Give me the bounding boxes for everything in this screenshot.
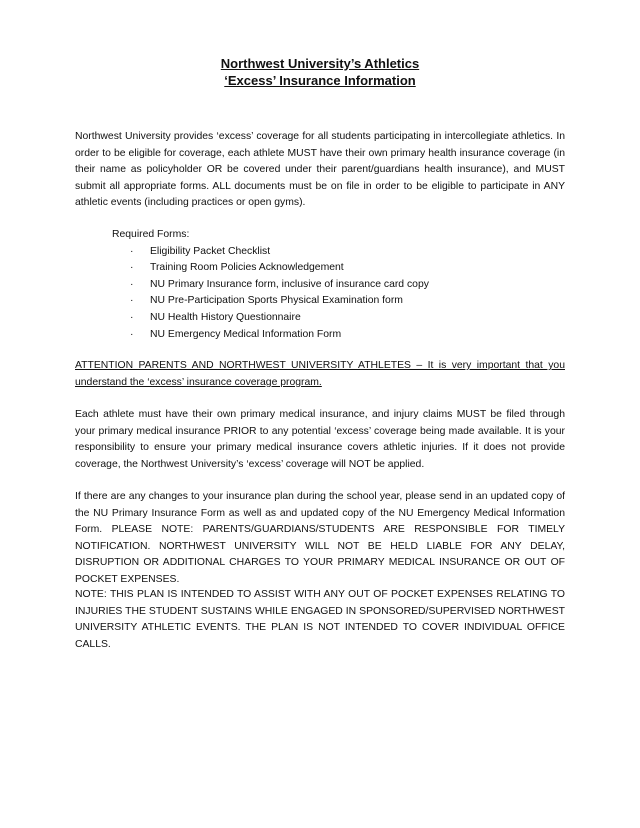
document-title [0, 55, 640, 89]
title-line-2: ‘Excess’ Insurance Information [224, 73, 416, 88]
title-line-1: Northwest University’s Athletics [220, 56, 420, 71]
note-paragraph: NOTE: THIS PLAN IS INTENDED TO ASSIST WITH ANY OUT OF POCKET EXPENSES RELATING TO INJURIES THE STUDENT SUSTAINS WHILE ENGAGED IN SPONSORED/SUPERVISED NORTHWEST UNIVERSITY ATHLETIC EVENTS. THE PLAN IS NOT INTENDED TO COVER INDIVIDUAL OFFICE CALLS. [75, 589, 565, 650]
bullet-icon: · [130, 245, 134, 257]
bullet-icon: · [130, 278, 134, 290]
list-item [112, 310, 429, 327]
bullet-icon: · [130, 295, 134, 307]
form-item-label: NU Primary Insurance form, inclusive of insurance card copy [150, 278, 429, 290]
form-item-label: NU Health History Questionnaire [150, 311, 301, 323]
bullet-icon: · [130, 311, 134, 323]
form-item-label: NU Emergency Medical Information Form [150, 328, 342, 340]
required-forms-section [112, 227, 429, 343]
required-forms-list [112, 244, 429, 344]
bullet-icon: · [130, 328, 134, 340]
list-item [112, 260, 429, 277]
bullet-icon: · [130, 262, 134, 274]
list-item [112, 293, 429, 310]
changes-paragraph: If there are any changes to your insurance plan during the school year, please send in an updated copy of the NU Primary Insurance Form as well as and updated copy of the NU Emergency Medical Information Form. PLEASE NOTE: PARENTS/GUARDIANS/STUDENTS ARE RESPONSIBLE FOR TIMELY NOTIFICATION. NORTHWEST UNIVERSITY WILL NOT BE HELD LIABLE FOR ANY DELAY, DISRUPTION OR ADDITIONAL CHARGES TO YOUR PRIMARY MEDICAL INSURANCE OR OUT OF POCKET EXPENSES. [75, 491, 565, 585]
form-item-label: NU Pre-Participation Sports Physical Examination form [150, 295, 403, 307]
intro-paragraph: Northwest University provides ‘excess’ coverage for all students participating in intercollegiate athletics. In order to be eligible for coverage, each athlete MUST have their own primary health insurance coverage (in their name as policyholder OR be covered under their parent/guardians health insurance), and MUST submit all appropriate forms. ALL documents must be on file in order to be eligible to participate in ANY athletic events (including practices or open gyms). [75, 131, 565, 209]
primary-insurance-paragraph: Each athlete must have their own primary medical insurance, and injury claims MUST be filed through your primary medical insurance PRIOR to any potential ‘excess’ coverage being made available. It is your responsibility to ensure your primary medical insurance covers athletic injuries. If it does not provide coverage, the Northwest University’s ‘excess’ coverage will NOT be applied. [75, 409, 565, 470]
list-item [112, 327, 429, 344]
attention-notice: ATTENTION PARENTS AND NORTHWEST UNIVERSITY ATHLETES – It is very important that you understand the ‘excess’ insurance coverage program. [75, 360, 565, 388]
form-item-label: Eligibility Packet Checklist [150, 245, 271, 257]
list-item [112, 244, 429, 261]
required-forms-label: Required Forms: [112, 229, 190, 240]
list-item [112, 277, 429, 294]
form-item-label: Training Room Policies Acknowledgement [150, 262, 344, 274]
